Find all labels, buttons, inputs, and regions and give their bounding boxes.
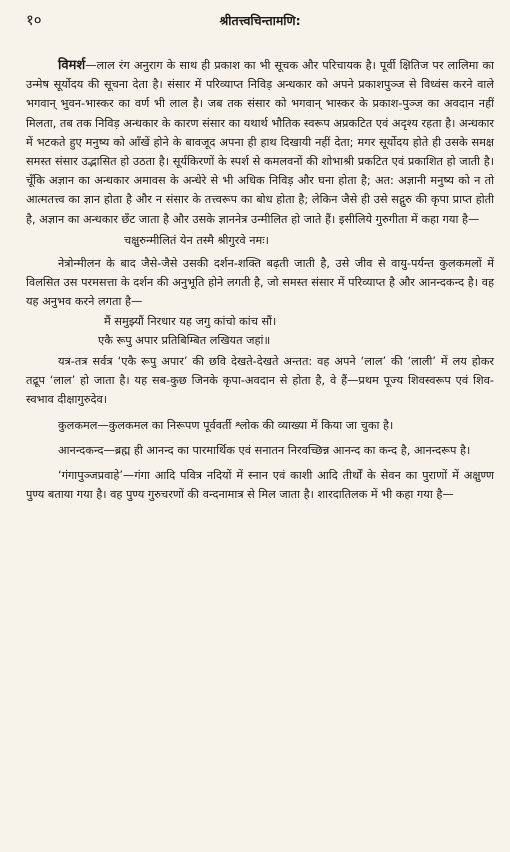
verse-line-2: एकै रूपु अपार प्रतिबिम्बित लखियत जहां॥: [98, 333, 271, 347]
paragraph-kulakamal: कुलकमल—कुलकमल का निरूपण पूर्ववर्ती श्लोक की व्याख्या में किया जा चुका है।: [58, 418, 394, 432]
sanskrit-quote: चक्षुरुन्मीलितं येन तस्मै श्रीगुरवे नमः।: [124, 233, 269, 247]
paragraph-anandakand: आनन्दकन्द—ब्रह्म ही आनन्द का पारमार्थिक एवं सनातन निरवच्छिन्न आनन्द का कन्द है, आनन्दरूप है।: [58, 443, 471, 457]
paragraph-netronmilan: नेत्रोन्मीलन के बाद जैसे-जैसे उसकी दर्शन-शक्ति बढ़ती जाती है, उसे जीव से वायु-पर्यन्त कुलकमलों में विलसित उस परमसत्ता के दर्शन की अनुभूति होने लगती है, जो समस्त संसार में परिव्याप्त है और आनन्दकन्द है। वह यह अनुभव करने लगता है—: [26, 257, 494, 309]
page-number: १०: [26, 11, 42, 29]
running-title: श्रीतत्त्वचिन्तामणि:: [219, 13, 301, 28]
page-body: [26, 56, 494, 504]
paragraph-ekai-rupu: यत्र-तत्र सर्वत्र ‘एकै रूपु अपार’ की छवि देखते-देखते अन्तत: वह अपने ‘लाल’ की ‘लाली’ में लय होकर तद्रूप ‘लाल’ हो जाता है। यह सब-कुछ जिनके कृपा-अवदान से होता है, वे हैं—प्रथम पूज्य शिवस्वरूप एवं शिव-स्वभाव दीक्षागुरुदेव।: [26, 355, 494, 407]
page-header: [26, 10, 494, 32]
paragraph-ganga: ‘गंगापुञ्जप्रवाहे’—गंगा आदि पवित्र नदियों में स्नान एवं काशी आदि तीर्थों के सेवन का पुराणों में अक्षुण्ण पुण्य बताया गया है। वह पुण्य गुरुचरणों की वन्दनामात्र से मिल जाता है। शारदातिलक में भी कहा गया है—: [26, 469, 494, 502]
paragraph-vimarsh: [26, 56, 494, 229]
verse-line-1: मैं समुझ्यौं निरधार यह जगु कांचो कांच सौं।: [104, 314, 277, 328]
term-vimarsh: विमर्श: [58, 58, 86, 73]
paragraph-vimarsh-text: —लाल रंग अनुराग के साथ ही प्रकाश का भी सूचक और परिचायक है। पूर्वी क्षितिज पर लालिमा का उन्मेष सूर्योदय की सूचना देता है। संसार में परिव्याप्त निविड़ अन्धकार को अपने प्रकाशपुञ्ज से विध्वंस करने वाले भगवान् भुवन-भास्कर का वर्ण भी लाल है। जब तक संसार को भगवान् भास्कर के प्रकाश-पुञ्ज का अवदान नहीं मिलता, तब तक निविड़ अन्धकार के कारण संसार का यथार्थ भौतिक स्वरूप अप्रकटित एवं अदृश्य रहता है। अन्धकार में भटकते हुए मनुष्य को आँखें होने के बावजूद अपना ही हाथ दिखायी नहीं देता; मगर सूर्योदय होते ही उसके समक्ष समस्त संसार उद्भासित हो उठता है। सूर्यकिरणों के स्पर्श से कमलवनों की शोभाश्री प्रकटित एवं प्रकाशित हो जाती है। चूँकि अज्ञान का अन्धकार अमावस के अन्धेरे से भी अधिक निविड़ और घना होता है; अत: अज्ञानी मनुष्य को न तो आत्मतत्त्व का ज्ञान होता है और न संसार के तत्त्वरूप का बोध होता है; लेकिन जैसे ही उसे सद्गुरु की कृपा प्राप्त होती है, अज्ञान का अन्धकार छँट जाता है और उसके ज्ञाननेत्र उन्मीलित हो जाते हैं। इसीलिये गुरुगीता में कहा गया है—: [26, 59, 494, 226]
